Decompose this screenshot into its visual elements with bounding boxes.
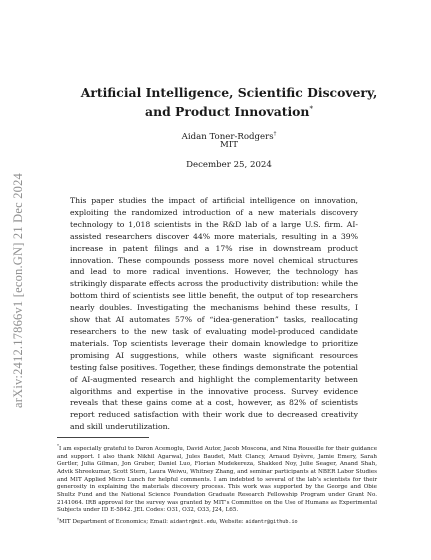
footnote-acknowledgements bbox=[57, 442, 377, 515]
footnote-1-text: I am especially grateful to Daron Acemoglu, David Autor, Jacob Moscona, and Nina Roussille for their guidance and support. I also thank Nikhil Agarwal, Jules Baudet, Matt Clancy, Arnaud Dyèvre, Jamie Emery, Sarah Gertler, Julia Gilman, Jon Gruber, Daniel Luo, Florian Mudekereza, Shakked Noy, Julie Seager, Anand Shah, Advik Shreekumar, Scott Stern, Laura Weiwu, Whitney Zhang, and seminar participants at NBER Labor Studies and MIT Applied Micro Lunch for helpful comments. I am indebted to several of the lab’s scientists for their generosity in explaining the materials discovery process. This work was supported by the George and Obie Shultz Fund and the National Science Foundation Graduate Research Fellowship Program under Grant No. 2141064. IRB approval for the survey was granted by MIT’s Committee on the Use of Humans as Experimental Subjects under ID E-5842. JEL Codes: O31, O32, O33, J24, L65. bbox=[57, 445, 377, 514]
title-line-1: Artificial Intelligence, Scientific Discovery, bbox=[80, 85, 378, 100]
arxiv-identifier: arXiv:2412.17866v1 [econ.GN] 21 Dec 2024 bbox=[11, 172, 26, 408]
author-email-link[interactable]: aidantr@mit.edu bbox=[169, 519, 216, 526]
footnote-1-mark: * bbox=[57, 443, 59, 448]
title-line-2 bbox=[70, 101, 388, 120]
footnote-2-mark: † bbox=[57, 516, 59, 522]
paper-date: December 25, 2024 bbox=[186, 160, 272, 170]
title-footnote-mark[interactable]: * bbox=[309, 105, 313, 113]
footnote-affiliation bbox=[57, 515, 377, 527]
author-website-link[interactable]: aidantr@github.io bbox=[245, 519, 298, 526]
paper-title bbox=[70, 84, 388, 120]
abstract: This paper studies the impact of artificial intelligence on innovation, exploiting the randomized introduction of a new materials discovery technology to 1,018 scientists in the R&D lab of a large U.S. firm. AI-assisted researchers discover 44% more materials, resulting in a 39% increase in patent filings and a 17% rise in downstream product innovation. These compounds possess more novel chemical structures and lead to more radical inventions. However, the technology has strikingly disparate effects across the productivity distribution: while the bottom third of scientists see little benefit, the output of top researchers nearly doubles. Investigating the mechanisms behind these results, I show that AI automates 57% of “idea-generation” tasks, reallocating researchers to the new task of evaluating model-produced candidate materials. Top scientists leverage their domain knowledge to prioritize promising AI suggestions, while others waste significant resources testing false positives. Together, these findings demonstrate the potential of AI-augmented research and highlight the complementarity between algorithms and expertise in the innovative process. Survey evidence reveals that these gains come at a cost, however, as 82% of scientists report reduced satisfaction with their work due to decreased creativity and skill underutilization. bbox=[70, 196, 358, 432]
footnote-rule bbox=[57, 437, 149, 438]
title-line-2-text: and Product Innovation bbox=[145, 104, 310, 120]
arxiv-side-banner bbox=[6, 140, 32, 440]
footnotes bbox=[57, 437, 377, 527]
author-affiliation: MIT bbox=[220, 140, 238, 150]
author-text: Aidan Toner-Rodgers bbox=[181, 131, 274, 142]
footnote-2-text-a: MIT Department of Economics; Email: bbox=[59, 519, 170, 526]
footnote-2-text-b: , Website: bbox=[215, 519, 246, 526]
author-footnote-mark[interactable]: † bbox=[273, 131, 277, 137]
